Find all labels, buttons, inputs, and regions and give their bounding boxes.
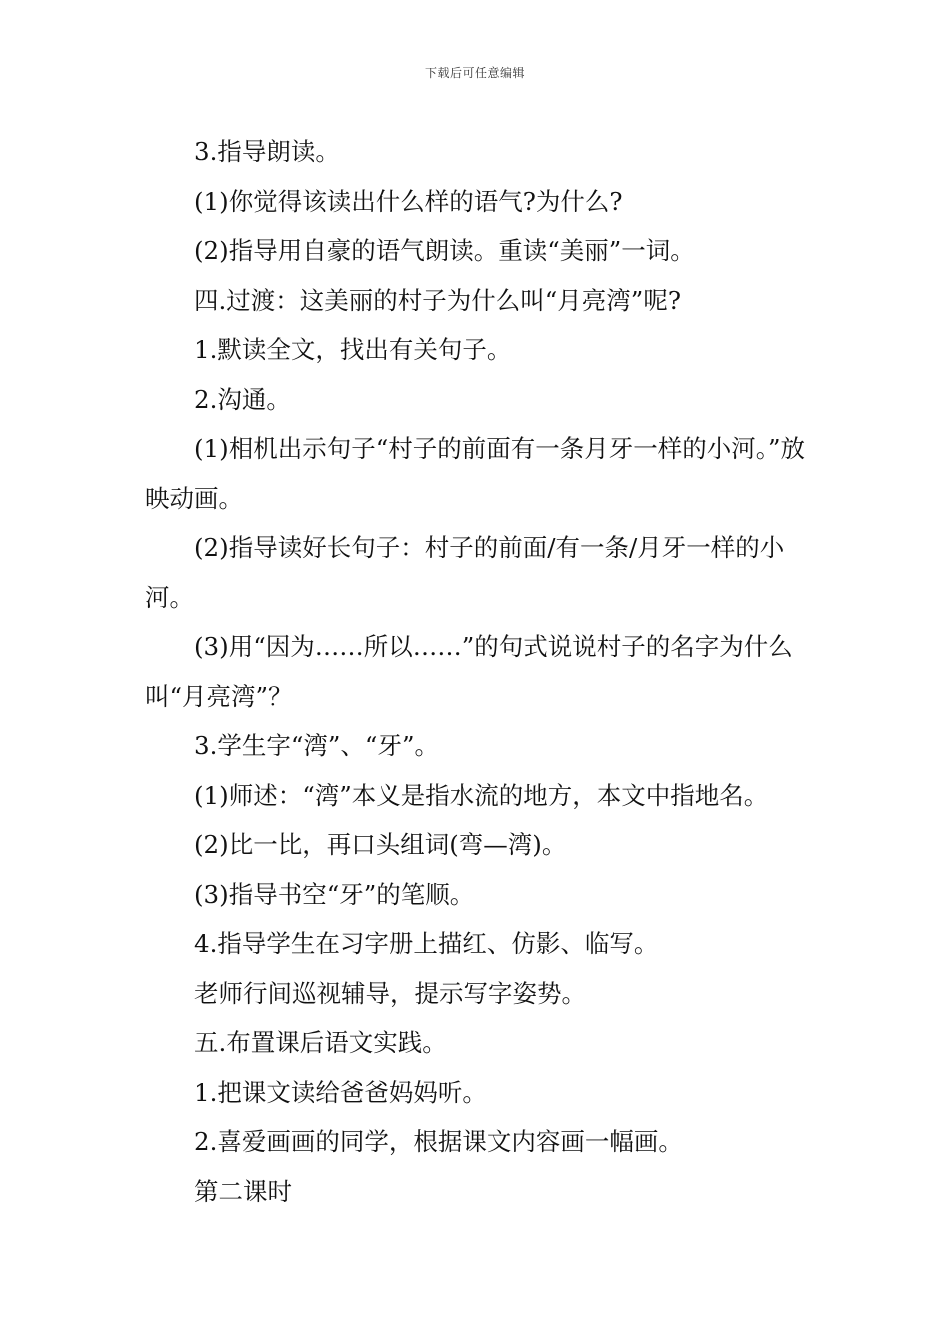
paragraph: 3.指导朗读。 [194, 137, 340, 166]
paragraph: 四.过渡：这美丽的村子为什么叫“月亮湾”呢? [194, 285, 681, 315]
paragraph: (1)师述：“湾”本义是指水流的地方，本文中指地名。 [194, 780, 769, 810]
paragraph: (2)指导读好长句子：村子的前面/有一条/月牙一样的小河。 [145, 533, 785, 612]
paragraph: (3)指导书空“牙”的笔顺。 [194, 879, 475, 909]
paragraph: 第二课时 [194, 1176, 292, 1206]
paragraph: 1.把课文读给爸爸妈妈听。 [194, 1077, 487, 1107]
document-body [145, 127, 810, 1216]
paragraph: 2.喜爱画画的同学，根据课文内容画一幅画。 [194, 1127, 683, 1156]
paragraph: (1)你觉得该读出什么样的语气?为什么? [194, 186, 623, 216]
paragraph: 1.默读全文，找出有关句子。 [194, 335, 512, 364]
paragraph: 2.沟通。 [194, 384, 291, 414]
paragraph: 4.指导学生在习字册上描红、仿影、临写。 [194, 929, 659, 958]
paragraph: (2)比一比，再口头组词(弯—湾)。 [194, 830, 567, 859]
paragraph: 3.学生字“湾”、“牙”。 [194, 731, 439, 760]
paragraph: 五.布置课后语文实践。 [194, 1028, 447, 1057]
page-header: 下载后可任意编辑 [424, 66, 525, 80]
paragraph: (1)相机出示句子“村子的前面有一条月牙一样的小河。”放映动画。 [145, 434, 806, 513]
paragraph: (3)用“因为……所以……”的句式说说村子的名字为什么叫“月亮湾”？ [145, 632, 793, 711]
paragraph: (2)指导用自豪的语气朗读。重读“美丽”一词。 [194, 236, 695, 265]
paragraph: 老师行间巡视辅导，提示写字姿势。 [194, 978, 586, 1008]
